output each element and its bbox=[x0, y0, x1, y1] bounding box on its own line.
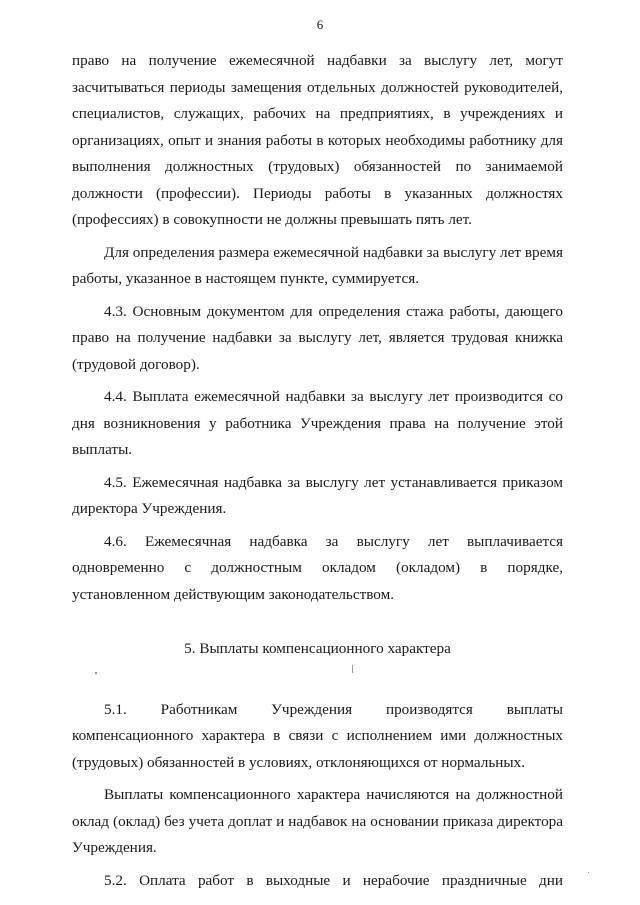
text-line: (профессиях) в совокупности не должны превышать пять лет. bbox=[72, 211, 472, 228]
clause-5-2-line: 5.2. Оплата работ в выходные и нерабочие праздничные дни bbox=[104, 871, 563, 889]
clause-5-1-line: 5.1. Работникам Учреждения производятся выплаты bbox=[104, 700, 563, 718]
text-line: Выплаты компенсационного характера начисляются на должностной bbox=[104, 786, 563, 803]
text-line: должности (профессии). Периоды работы в указанных должностях bbox=[72, 184, 563, 202]
text-line: выплаты. bbox=[72, 441, 133, 458]
clause-4-4-line: 4.4. Выплата ежемесячной надбавки за выслугу лет производится со bbox=[104, 388, 563, 405]
clause-4-3-line: 4.3. Основным документом для определения стажа работы, дающего bbox=[104, 302, 563, 320]
text-line: Учреждения. bbox=[72, 839, 157, 856]
document-body bbox=[72, 48, 563, 894]
text-line: специалистов, служащих, рабочих на предприятиях, в учреждениях и bbox=[72, 105, 563, 122]
text-line: право на получение ежемесячной надбавки за выслугу лет, могут bbox=[72, 52, 563, 69]
text-line: выполнения должностных (трудовых) обязанностей по занимаемой bbox=[72, 158, 563, 175]
text-line: организациях, опыт и знания работы в которых необходимы работнику для bbox=[72, 131, 563, 149]
clause-4-5-line: 4.5. Ежемесячная надбавка за выслугу лет устанавливается приказом bbox=[104, 473, 563, 491]
text-line: установленном действующим законодательством. bbox=[72, 585, 395, 603]
page-number: 6 bbox=[316, 17, 324, 32]
text-line: одновременно с должностным окладом (окладом) в порядке, bbox=[72, 559, 563, 576]
text-line: оклад (оклад) без учета доплат и надбавок на основании приказа директора bbox=[72, 812, 563, 830]
section-heading: 5. Выплаты компенсационного характера bbox=[184, 640, 451, 657]
text-line: (трудовых) обязанностей в условиях, отклоняющихся от нормальных. bbox=[72, 753, 526, 771]
clause-4-6-line: 4.6. Ежемесячная надбавка за выслугу лет выплачивается bbox=[104, 532, 563, 550]
text-line: право на получение надбавки за выслугу лет, является трудовая книжка bbox=[72, 329, 563, 346]
text-line: дня возникновения у работника Учреждения права на получение этой bbox=[72, 414, 563, 432]
scan-speck bbox=[95, 672, 97, 674]
text-line: (трудовой договор). bbox=[72, 355, 200, 373]
text-line: работы, указанное в настоящем пункте, суммируется. bbox=[72, 270, 419, 287]
scan-speck bbox=[588, 872, 589, 873]
text-line: Для определения размера ежемесячной надбавки за выслугу лет время bbox=[104, 243, 563, 261]
text-line: директора Учреждения. bbox=[72, 500, 227, 517]
text-line: компенсационного характера в связи с исполнением ими должностных bbox=[72, 727, 563, 744]
text-line: засчитываться периоды замещения отдельных должностей руководителей, bbox=[72, 78, 563, 96]
scan-speck bbox=[352, 665, 353, 673]
